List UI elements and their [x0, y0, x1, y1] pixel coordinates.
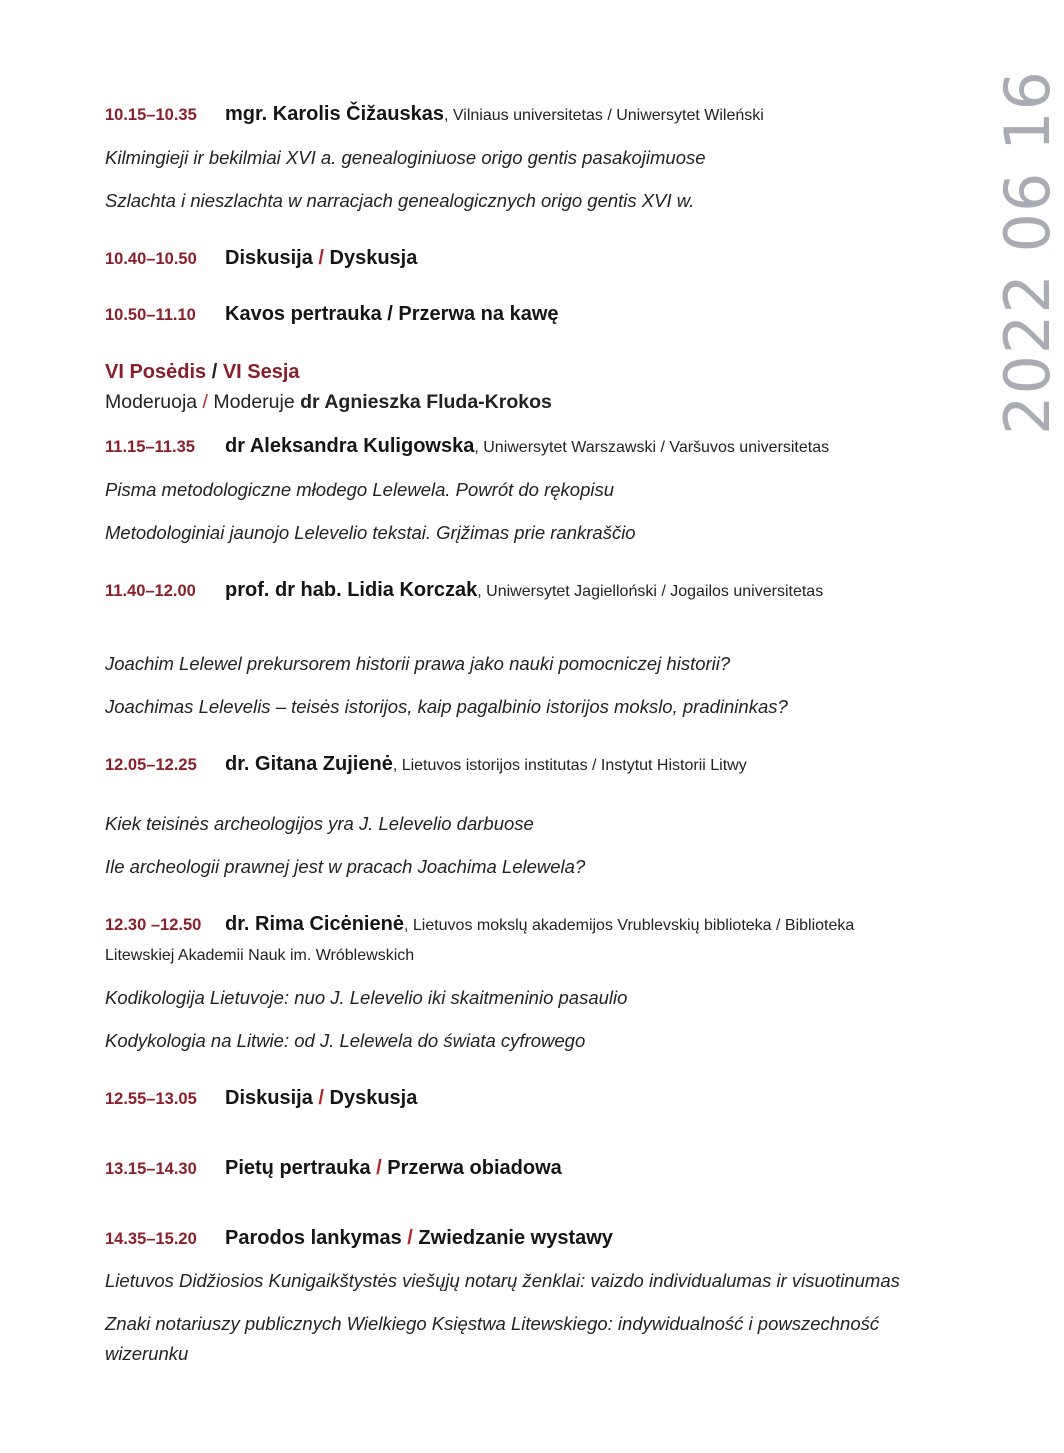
item-lt: Diskusija — [225, 1087, 313, 1109]
time: 13.15–14.30 — [105, 1160, 197, 1178]
lunch-line — [105, 1154, 935, 1183]
slash: / — [370, 1157, 388, 1179]
speaker-line — [105, 576, 935, 606]
slash: / — [401, 1227, 419, 1249]
moderator-name: dr Agnieszka Fluda-Krokos — [300, 391, 552, 413]
session-header — [105, 358, 935, 416]
speaker-name: dr. Gitana Zujienė — [225, 753, 393, 775]
slash: / — [312, 247, 330, 269]
program-item-1 — [105, 100, 935, 215]
speaker-line — [105, 910, 935, 940]
exhibition-title-lt: Lietuvos Didžiosios Kunigaikštystės viešųjų notarų ženklai: vaizdo individualumas ir visuotinumas — [105, 1270, 900, 1291]
moderator-lt: Moderuoja — [105, 391, 198, 413]
exhibition-title-pl: Znaki notariuszy publicznych Wielkiego Księstwa Litewskiego: indywidualność i powszechność wizerunku — [105, 1313, 880, 1364]
affiliation: , Lietuvos istorijos institutas / Instytut Historii Litwy — [392, 757, 747, 774]
talk-title-lt: Metodologiniai jaunojo Lelevelio tekstai. Grįžimas prie rankraščio — [105, 522, 636, 543]
speaker-line — [105, 100, 935, 130]
discussion-line — [105, 244, 935, 273]
program-item-9 — [105, 1154, 935, 1183]
slash: / — [206, 361, 223, 383]
session-lt: VI Posėdis — [105, 361, 207, 383]
affiliation: , Lietuvos mokslų akademijos Vrublevskių biblioteka / Biblioteka — [403, 917, 855, 934]
affiliation: , Uniwersytet Warszawski / Varšuvos universitetas — [474, 439, 830, 456]
slash: / — [197, 391, 214, 413]
item-pl: Zwiedzanie wystawy — [418, 1227, 613, 1249]
time: 11.15–11.35 — [105, 438, 195, 456]
affiliation: , Uniwersytet Jagielloński / Jogailos universitetas — [477, 583, 824, 600]
speaker-line — [105, 750, 935, 780]
time: 11.40–12.00 — [105, 582, 196, 600]
program-item-4 — [105, 432, 935, 547]
item-text: Kavos pertrauka / Przerwa na kawę — [225, 303, 559, 325]
time: 12.05–12.25 — [105, 756, 197, 774]
item-lt: Diskusija — [225, 247, 313, 269]
moderator-pl: Moderuje — [213, 391, 301, 413]
time: 12.30 –12.50 — [105, 916, 202, 934]
talk-title-pl: Pisma metodologiczne młodego Lelewela. Powrót do rękopisu — [105, 479, 615, 500]
talk-title-lt: Kodikologija Lietuvoje: nuo J. Lelevelio iki skaitmeninio pasaulio — [105, 987, 628, 1008]
time: 10.50–11.10 — [105, 306, 196, 324]
program-item-7 — [105, 910, 935, 1055]
slash: / — [312, 1087, 330, 1109]
vertical-date — [940, 70, 1064, 435]
time: 10.40–10.50 — [105, 250, 197, 268]
affiliation: , Vilniaus universitetas / Uniwersytet Wileński — [443, 107, 764, 124]
program-item-3 — [105, 300, 935, 329]
item-pl: Przerwa obiadowa — [387, 1157, 562, 1179]
time: 14.35–15.20 — [105, 1230, 197, 1248]
talk-title-lt: Kilmingieji ir bekilmiai XVI a. genealoginiuose origo gentis pasakojimuose — [105, 147, 706, 168]
time: 12.55–13.05 — [105, 1090, 197, 1108]
program-item-10 — [105, 1224, 935, 1369]
program-item-6 — [105, 750, 935, 881]
speaker-name: dr Aleksandra Kuligowska — [225, 435, 475, 457]
item-lt: Pietų pertrauka — [225, 1157, 371, 1179]
talk-title-pl: Szlachta i nieszlachta w narracjach genealogicznych origo gentis XVI w. — [105, 190, 695, 211]
item-pl: Dyskusja — [329, 247, 418, 269]
speaker-line — [105, 432, 935, 462]
item-pl: Dyskusja — [329, 1087, 418, 1109]
program-item-2 — [105, 244, 935, 273]
program-item-5 — [105, 576, 935, 721]
program-item-8 — [105, 1084, 935, 1113]
affiliation-continued: Litewskiej Akademii Nauk im. Wróblewskich — [105, 947, 415, 964]
coffee-line — [105, 300, 935, 329]
talk-title-pl: Joachim Lelewel prekursorem historii prawa jako nauki pomocniczej historii? — [105, 653, 731, 674]
speaker-name: prof. dr hab. Lidia Korczak — [225, 579, 478, 601]
session-pl: VI Sesja — [222, 361, 300, 383]
item-lt: Parodos lankymas — [225, 1227, 402, 1249]
talk-title-pl: Kodykologia na Litwie: od J. Lelewela do świata cyfrowego — [105, 1030, 586, 1051]
vertical-date-text: 2022 06 16 — [991, 70, 1064, 435]
exhibition-line — [105, 1224, 935, 1253]
speaker-name: mgr. Karolis Čižauskas — [225, 103, 444, 125]
moderator-line — [105, 388, 935, 416]
session-title — [105, 358, 935, 386]
speaker-name: dr. Rima Cicėnienė — [225, 913, 404, 935]
time: 10.15–10.35 — [105, 106, 197, 124]
talk-title-lt: Kiek teisinės archeologijos yra J. Lelevelio darbuose — [105, 813, 534, 834]
talk-title-pl: Ile archeologii prawnej jest w pracach Joachima Lelewela? — [105, 856, 586, 877]
discussion-line — [105, 1084, 935, 1113]
talk-title-lt: Joachimas Lelevelis – teisės istorijos, kaip pagalbinio istorijos mokslo, pradininkas? — [105, 696, 788, 717]
